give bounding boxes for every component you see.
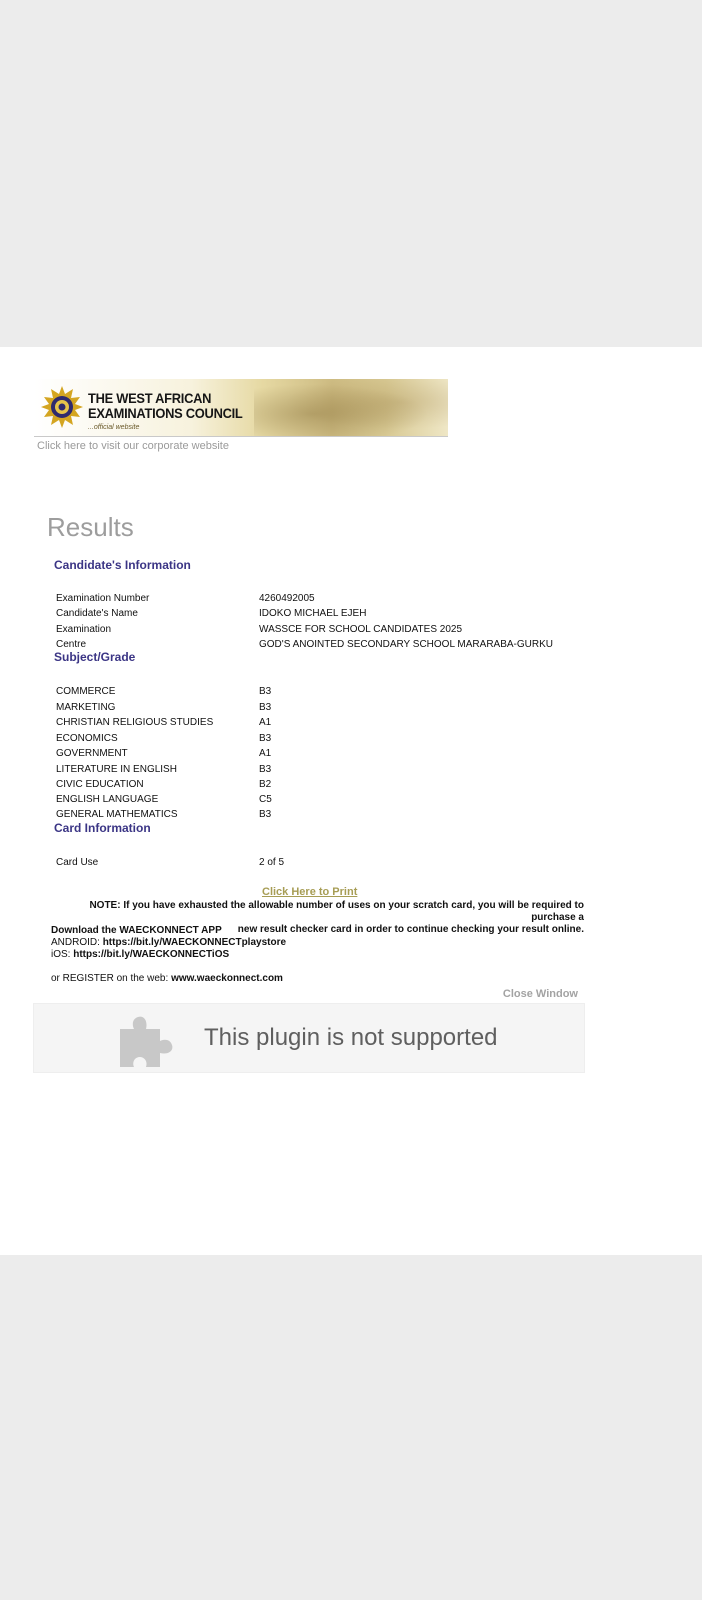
subject-row (56, 762, 616, 777)
subject-row (56, 731, 616, 746)
card-use-value: 2 of 5 (259, 857, 285, 868)
subject-grade: B2 (259, 779, 272, 790)
puzzle-piece-icon (114, 1007, 178, 1071)
register-text: or REGISTER on the web: (51, 973, 169, 984)
subject-name: ECONOMICS (56, 733, 118, 744)
subject-grade: A1 (259, 717, 272, 728)
subject-grade: A1 (259, 748, 272, 759)
ios-label: iOS: (51, 949, 71, 960)
app-heading: Download the WAECKONNECT APP (51, 925, 222, 936)
plugin-placeholder (33, 1003, 585, 1073)
banner-title-line2: EXAMINATIONS COUNCIL (88, 405, 243, 421)
android-label: ANDROID: (51, 937, 100, 948)
subject-row (56, 684, 616, 699)
waec-banner[interactable] (34, 379, 448, 437)
subject-grade: B3 (259, 702, 272, 713)
subject-name: GOVERNMENT (56, 748, 128, 759)
subject-name: GENERAL MATHEMATICS (56, 809, 178, 820)
subject-name: COMMERCE (56, 686, 116, 697)
waec-seal-icon (40, 385, 84, 429)
register-line (51, 973, 283, 984)
row-label: Centre (56, 639, 87, 650)
subject-grade: B3 (259, 733, 272, 744)
candidate-row-centre (56, 637, 616, 652)
row-value: IDOKO MICHAEL EJEH (259, 608, 367, 619)
close-window-button[interactable]: Close Window (502, 988, 578, 1000)
app-download-block (51, 925, 286, 961)
note-line2: new result checker card in order to continue checking your result online. (237, 924, 584, 935)
subject-row (56, 746, 616, 761)
candidate-row-name (56, 606, 616, 621)
subject-grade-heading: Subject/Grade (54, 650, 136, 664)
row-label: Candidate's Name (56, 608, 138, 619)
page-title: Results (47, 512, 134, 542)
subject-name: LITERATURE IN ENGLISH (56, 764, 177, 775)
ios-link[interactable]: https://bit.ly/WAECKONNECTiOS (73, 949, 230, 960)
subject-name: CHRISTIAN RELIGIOUS STUDIES (56, 717, 214, 728)
note-text-1: If you have exhausted the allowable number of uses on your scratch card, you will be required to purchase a (123, 900, 584, 923)
row-label: Examination (56, 624, 112, 635)
row-value: WASSCE FOR SCHOOL CANDIDATES 2025 (259, 624, 463, 635)
banner-title-line1: THE WEST AFRICAN (88, 390, 212, 406)
card-use-row (56, 855, 616, 870)
plugin-message: This plugin is not supported (204, 1024, 498, 1051)
android-link[interactable]: https://bit.ly/WAECKONNECTplaystore (102, 937, 287, 948)
subject-row (56, 715, 616, 730)
banner-subtitle: ...official website (88, 424, 140, 431)
card-use-label: Card Use (56, 857, 99, 868)
row-value: GOD'S ANOINTED SECONDARY SCHOOL MARARABA-GURKU (259, 639, 553, 650)
subject-grade: C5 (259, 794, 272, 805)
candidate-info-heading: Candidate's Information (54, 558, 191, 572)
banner-title (88, 391, 243, 421)
subject-grade: B3 (259, 764, 272, 775)
banner-photo (254, 379, 448, 437)
subject-name: ENGLISH LANGUAGE (56, 794, 159, 805)
subject-row (56, 807, 616, 822)
row-label: Examination Number (56, 593, 150, 604)
corporate-website-link[interactable]: Click here to visit our corporate website (37, 440, 229, 452)
card-info-heading: Card Information (54, 821, 151, 835)
subject-name: MARKETING (56, 702, 116, 713)
subject-row (56, 777, 616, 792)
subject-name: CIVIC EDUCATION (56, 779, 144, 790)
note-prefix: NOTE: (89, 900, 121, 911)
candidate-row-examination (56, 622, 616, 637)
results-sheet (0, 347, 702, 1255)
subject-grade: B3 (259, 686, 272, 697)
row-value: 4260492005 (259, 593, 315, 604)
print-button[interactable]: Click Here to Print (262, 886, 358, 898)
subject-row (56, 792, 616, 807)
subject-row (56, 700, 616, 715)
register-link[interactable]: www.waeckonnect.com (171, 973, 283, 984)
candidate-row-exam-number (56, 591, 616, 606)
note-line1 (52, 900, 584, 924)
subject-grade: B3 (259, 809, 272, 820)
